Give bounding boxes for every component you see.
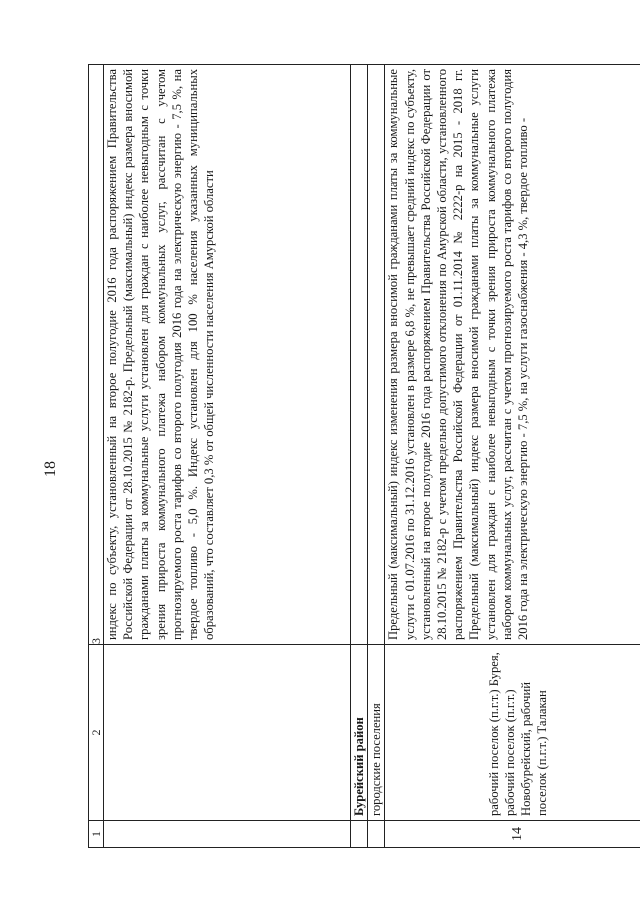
continuation-text: индекс по субъекту, установленный на второе полугодие 2016 года распоряжением Правительства Российской Федерации от 28.10.2015 № 2182-р. Предельный (максимальный) индекс размера вносимой гражданами платы за коммунальные услуги установлен для граждан с наиболее невыгодным с точки зрения прироста коммунального платежа набором коммунальных услуг, рассчитан с учетом прогнозируемого роста тарифов со второго полугодия 2016 года на электрическую энергию - 7,5 %, на твердое топливо - 5,0 %. Индекс установлен для 100 % населения указанных муниципальных образований, что составляет 0,3 % от общей численности населения Амурской области <box>105 69 217 640</box>
district-name: Бурейский район <box>351 645 368 821</box>
table-row <box>385 65 640 848</box>
table-header-row <box>89 65 104 848</box>
empty-cell <box>104 645 351 821</box>
column-number-1: 1 <box>89 821 104 848</box>
settlement-names: рабочий поселок (п.г.т.) Бурея, рабочий поселок (п.г.т.) Новобурейский, рабочий поселок (п.г.т.) Талакан <box>385 645 640 821</box>
district-row <box>351 65 368 848</box>
continuation-text-cell <box>104 65 351 645</box>
rotated-table-container <box>88 68 558 848</box>
empty-cell <box>368 821 385 848</box>
page-number: 18 <box>42 461 59 477</box>
empty-cell <box>368 65 385 645</box>
column-number-3: 3 <box>89 65 104 645</box>
subsection-name: городские поселения <box>368 645 385 821</box>
index-description: Предельный (максимальный) индекс изменения размера вносимой гражданами платы за коммунальные услуги с 01.07.2016 по 31.12.2016 установлен в размере 6,8 %, не превышает средний индекс по субъекту, установленный на второе полугодие 2016 года распоряжением Правительства Российской Федерации от 28.10.2015 № 2182-р с учетом предельно допустимого отклонения по Амурской области, установленного распоряжением Правительства Российской Федерации от 01.11.2014 № 2222-р на 2015 - 2018 гг. Предельный (максимальный) индекс размера вносимой гражданами платы за коммунальные услуги установлен для граждан с наиболее невыгодным с точки зрения прироста коммунального платежа набором коммунальных услуг, рассчитан с учетом прогнозируемого роста тарифов со второго полугодия 2016 года на электрическую энергию - 7,5 %, на услуги газоснабжения - 4,3 %, твердое топливо - <box>386 69 531 640</box>
empty-cell <box>351 65 368 645</box>
empty-cell <box>351 821 368 848</box>
column-number-2: 2 <box>89 645 104 821</box>
row-index: 14 <box>385 821 640 848</box>
subsection-row <box>368 65 385 848</box>
empty-cell <box>104 821 351 848</box>
continuation-row <box>104 65 351 848</box>
tariff-index-table <box>88 64 640 848</box>
index-description-cell <box>385 65 640 645</box>
